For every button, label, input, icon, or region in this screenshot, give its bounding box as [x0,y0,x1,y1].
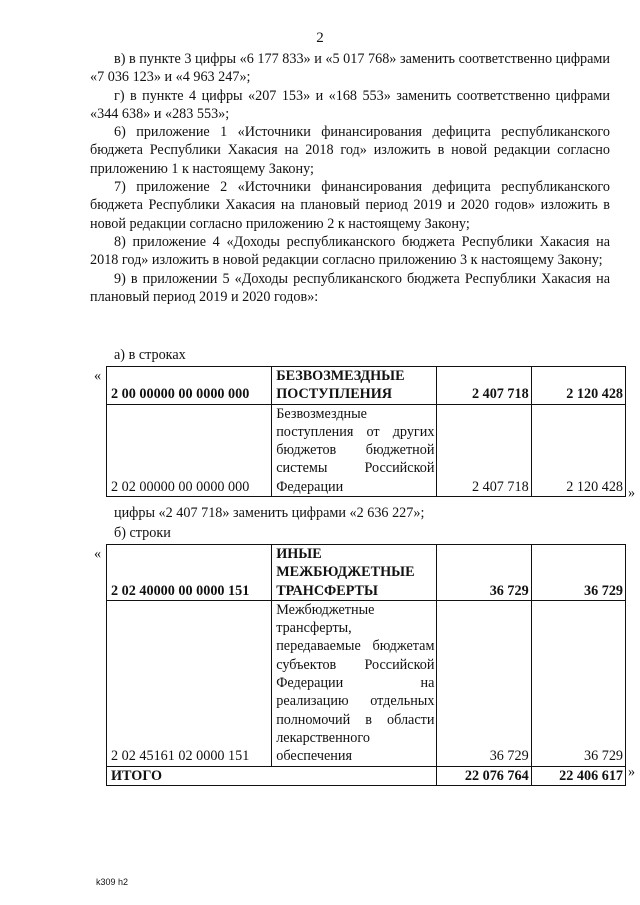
body-text [90,50,610,306]
row-value-2020: 36 729 [531,600,625,766]
row-value-2019: 2 407 718 [437,404,531,496]
row-value-2020: 2 120 428 [531,404,625,496]
row-name: ИНЫЕ МЕЖБЮДЖЕТНЫЕ ТРАНСФЕРТЫ [272,545,437,601]
row-name: Безвозмездные поступления от других бюджетов бюджетной системы Российской Федерации [272,404,437,496]
row-value-2020: 36 729 [531,545,625,601]
section-a-label: а) в строках [114,347,186,363]
section-a-after-text: цифры «2 407 718» заменить цифрами «2 636 227»; [114,505,425,521]
paragraph-6: 6) приложение 1 «Источники финансирования дефицита республиканского бюджета Республики Хакасия на 2018 год» изложить в новой редакции согласно приложению 1 к настоящему Закону; [90,124,610,177]
total-row [107,766,626,785]
paragraph-v: в) в пункте 3 цифры «6 177 833» и «5 017 768» заменить соответственно цифрами «7 036 123» и «4 963 247»; [90,51,610,86]
row-code: 2 02 40000 00 0000 151 [107,545,272,601]
section-b-label: б) строки [114,525,171,541]
row-value-2019: 36 729 [437,545,531,601]
row-name: Межбюджетные трансферты, передаваемые бюджетам субъектов Российской Федерации на реализацию отдельных полномочий в области лекарственного обеспечения [272,600,437,766]
table-row [107,600,626,766]
page-number: 2 [316,30,324,46]
section-a-close-quote: » [628,485,636,501]
section-a-open-quote: « [94,368,102,384]
paragraph-7: 7) приложение 2 «Источники финансирования дефицита республиканского бюджета Республики Хакасия на плановый период 2019 и 2020 годов» изложить в новой редакции согласно приложению 2 к настоящему Закону; [90,179,610,232]
section-a-table [106,366,626,497]
total-value-2020: 22 406 617 [531,766,625,785]
section-b-open-quote: « [94,546,102,562]
table-row [107,367,626,405]
row-value-2020: 2 120 428 [531,367,625,405]
paragraph-8: 8) приложение 4 «Доходы республиканского бюджета Республики Хакасия на 2018 год» изложить в новой редакции согласно приложению 3 к настоящему Закону; [90,233,610,269]
row-code: 2 00 00000 00 0000 000 [107,367,272,405]
section-b-close-quote: » [628,764,636,780]
section-b-table [106,544,626,786]
table-row [107,545,626,601]
table-row [107,404,626,496]
row-value-2019: 2 407 718 [437,367,531,405]
row-value-2019: 36 729 [437,600,531,766]
row-code: 2 02 00000 00 0000 000 [107,404,272,496]
footer-code: k309 h2 [96,877,129,887]
total-value-2019: 22 076 764 [437,766,531,785]
paragraph-9: 9) в приложении 5 «Доходы республиканского бюджета Республики Хакасия на плановый период 2019 и 2020 годов»: [90,270,610,305]
row-name: БЕЗВОЗМЕЗДНЫЕ ПОСТУПЛЕНИЯ [272,367,437,405]
paragraph-g: г) в пункте 4 цифры «207 153» и «168 553» заменить соответственно цифрами «344 638» и «283 553»; [90,87,610,122]
row-code: 2 02 45161 02 0000 151 [107,600,272,766]
total-label: ИТОГО [107,766,437,785]
